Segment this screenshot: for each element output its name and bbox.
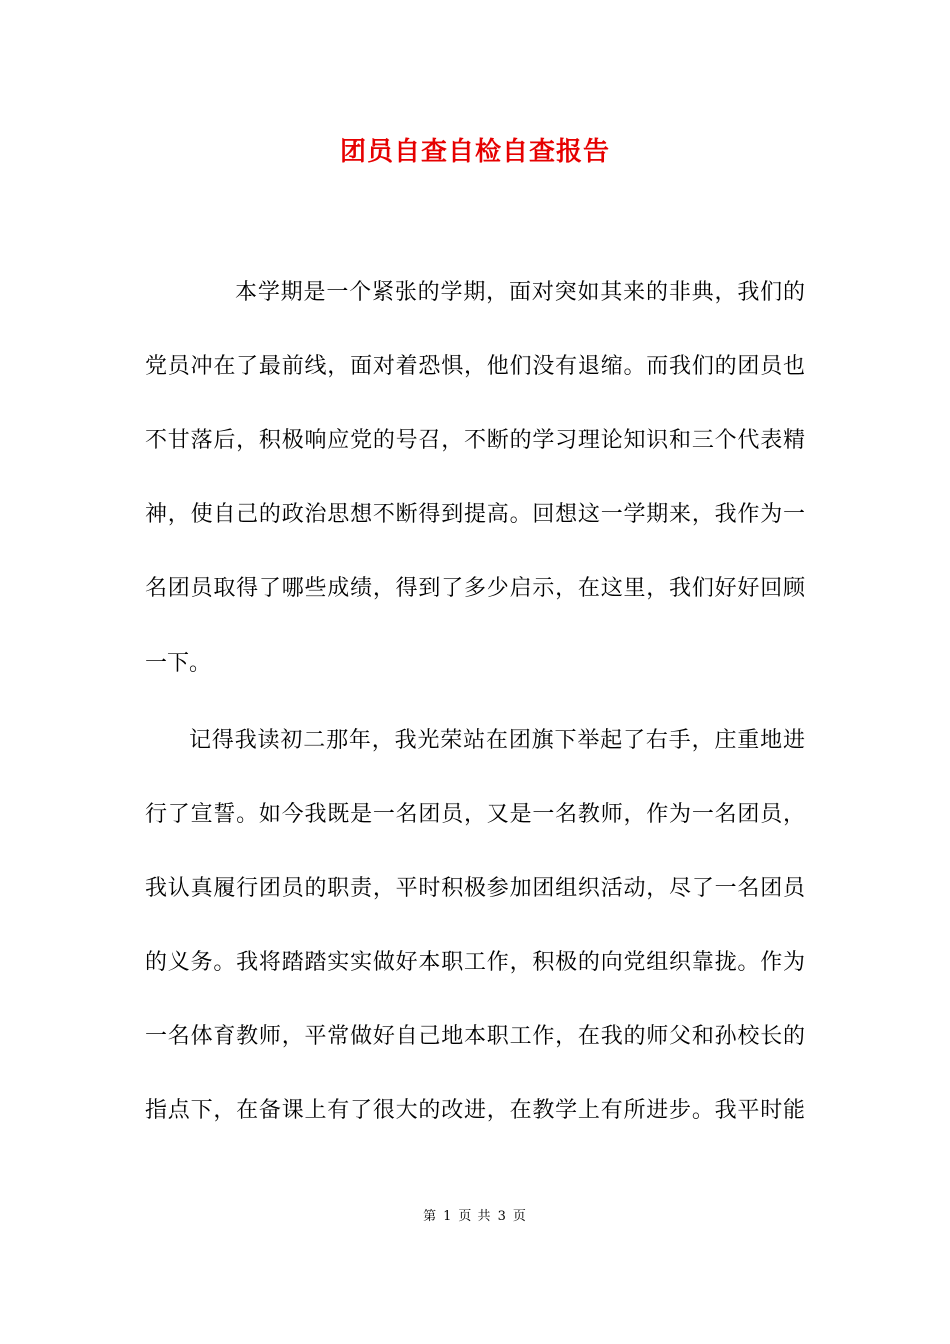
footer-prefix: 第: [423, 1209, 438, 1224]
footer-suffix: 页: [512, 1209, 527, 1224]
page-footer: [0, 1207, 950, 1227]
paragraph-1-line-6: 一下。: [145, 651, 212, 676]
paragraph-2-line-3: 我认真履行团员的职责，平时积极参加团组织活动，尽了一名团员: [145, 876, 805, 901]
paragraph-1-line-2: 党员冲在了最前线，面对着恐惧，他们没有退缩。而我们的团员也: [145, 354, 805, 379]
paragraph-2-line-5: 一名体育教师，平常做好自己地本职工作，在我的师父和孙校长的: [145, 1024, 805, 1049]
page-title: 团员自查自检自查报告: [339, 137, 610, 167]
footer-mid: 页 共: [458, 1209, 492, 1224]
paragraph-2-line-4: 的义务。我将踏踏实实做好本职工作，积极的向党组织靠拢。作为: [145, 950, 805, 975]
current-page-number: 1: [443, 1209, 453, 1224]
paragraph-2-line-1: 记得我读初二那年，我光荣站在团旗下举起了右手，庄重地进: [189, 728, 805, 753]
paragraph-2-line-6: 指点下，在备课上有了很大的改进，在教学上有所进步。我平时能: [145, 1098, 805, 1123]
paragraph-2-line-2: 行了宣誓。如今我既是一名团员，又是一名教师，作为一名团员，: [145, 802, 805, 827]
paragraph-1-line-3: 不甘落后，积极响应党的号召，不断的学习理论知识和三个代表精: [145, 428, 805, 453]
total-pages-number: 3: [497, 1209, 507, 1224]
paragraph-1-line-1: 本学期是一个紧张的学期，面对突如其来的非典，我们的: [235, 280, 805, 305]
paragraph-1-line-4: 神，使自己的政治思想不断得到提高。回想这一学期来，我作为一: [145, 502, 805, 527]
paragraph-1-line-5: 名团员取得了哪些成绩，得到了多少启示，在这里，我们好好回顾: [145, 576, 805, 601]
